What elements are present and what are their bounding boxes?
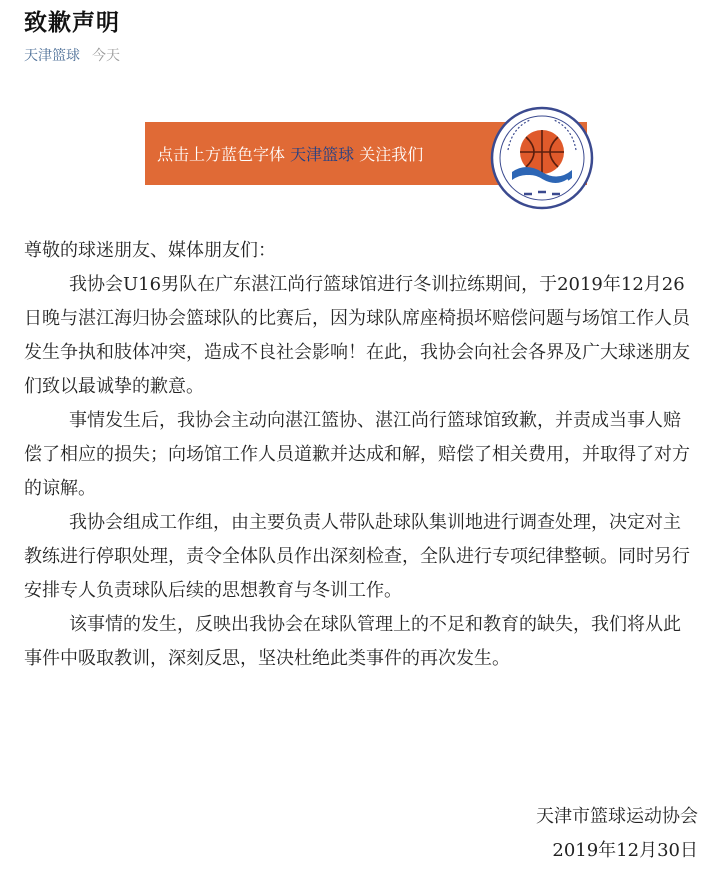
signature-org: 天津市篮球运动协会 (536, 806, 698, 827)
signature-block (536, 800, 698, 868)
signature-date: 2019年12月30日 (552, 840, 698, 861)
statement-body (24, 234, 696, 676)
tianjin-basketball-association-logo-icon (490, 106, 594, 210)
banner-text-before: 点击上方蓝色字体 (157, 145, 286, 164)
banner-text-after: 关注我们 (359, 145, 424, 164)
paragraph-4: 该事情的发生，反映出我协会在球队管理上的不足和教育的缺失，我们将从此事件中吸取教训，深刻反思，坚决杜绝此类事件的再次发生。 (24, 614, 681, 669)
paragraph-3: 我协会组成工作组，由主要负责人带队赴球队集训地进行调查处理，决定对主教练进行停职处理，责令全体队员作出深刻检查，全队进行专项纪律整顿。同时另行安排专人负责球队后续的思想教育与冬训工作。 (24, 512, 690, 601)
paragraph-1: 我协会U16男队在广东湛江尚行篮球馆进行冬训拉练期间，于2019年12月26日晚与湛江海归协会篮球队的比赛后，因为球队席座椅损坏赔偿问题与场馆工作人员发生争执和肢体冲突，造成不良社会影响！在此，我协会向社会各界及广大球迷朋友们致以最诚挚的歉意。 (24, 274, 690, 397)
banner-highlight: 天津篮球 (290, 145, 355, 164)
paragraph-2: 事情发生后，我协会主动向湛江篮协、湛江尚行篮球馆致歉，并责成当事人赔偿了相应的损失；向场馆工作人员道歉并达成和解，赔偿了相关费用，并取得了对方的谅解。 (24, 410, 690, 499)
account-link[interactable]: 天津篮球 (24, 48, 80, 64)
publish-date: 今天 (92, 48, 120, 64)
greeting: 尊敬的球迷朋友、媒体朋友们： (24, 240, 276, 261)
banner-text (145, 142, 423, 165)
article-meta (24, 45, 120, 65)
article-title: 致歉声明 (24, 10, 120, 36)
